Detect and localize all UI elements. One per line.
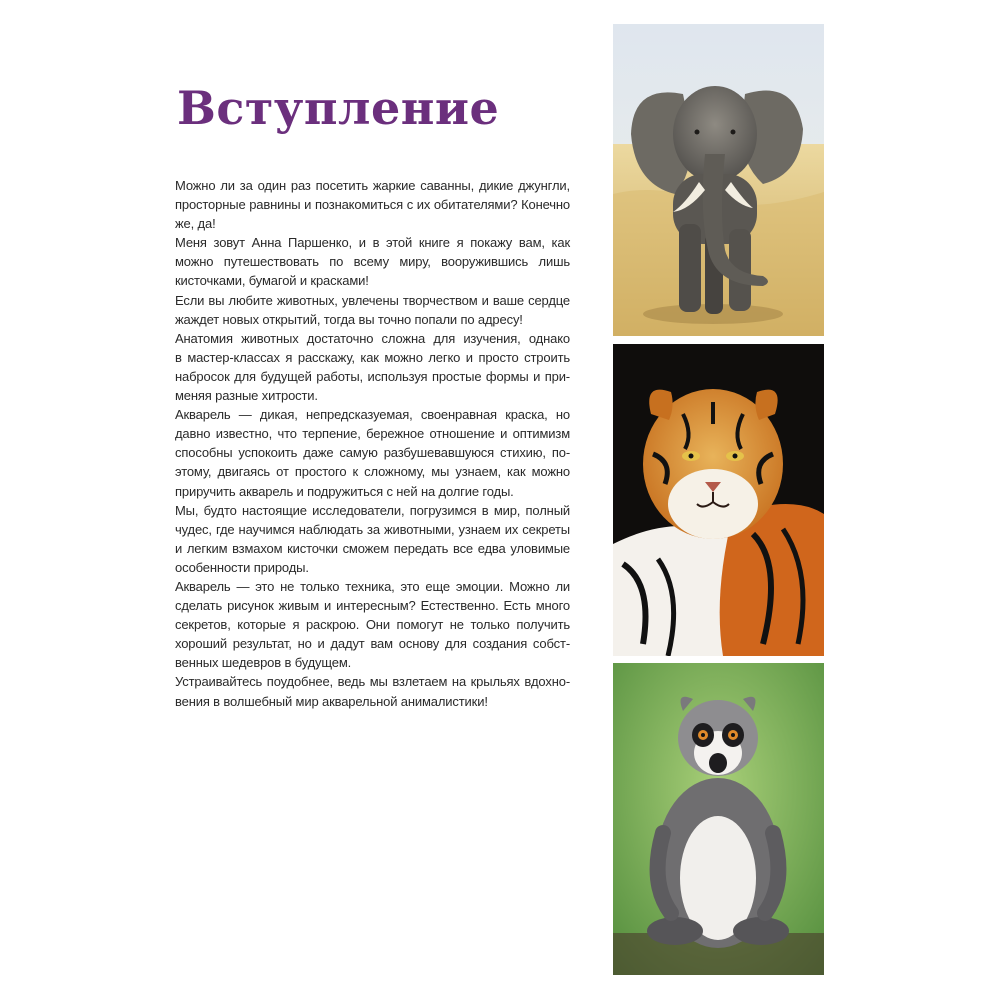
intro-line: чудес, где научимся наблюдать за животными, узнаем их секреты xyxy=(175,521,570,537)
intro-line: можно путешествовать по всему миру, вооружившись лишь xyxy=(175,254,570,270)
intro-text xyxy=(175,176,570,711)
elephant-icon xyxy=(613,24,824,336)
intro-line: же, да! xyxy=(175,216,216,232)
intro-line: этому, двигаясь от простого к сложному, мы узнаем, как можно xyxy=(175,464,570,480)
intro-line: венных шедевров в будущем. xyxy=(175,655,352,671)
intro-line: Акварель — это не только техника, это еще эмоции. Можно ли xyxy=(175,578,570,594)
intro-line: жаждет новых открытий, тогда вы точно попали по адресу! xyxy=(175,311,523,327)
intro-line: приручить акварель и подружиться с ней на долгие годы. xyxy=(175,483,514,499)
lemur-illustration xyxy=(613,663,824,975)
intro-line: Можно ли за один раз посетить жаркие саванны, дикие джунгли, xyxy=(175,178,570,193)
intro-line: Устраивайтесь поудобнее, ведь мы взлетаем на крыльях вдохно- xyxy=(175,674,570,690)
intro-line: и легким взмахом кисточки сможем передать все едва уловимые xyxy=(175,540,570,556)
intro-line: сделать рисунок живым и интересным? Естественно. Есть много xyxy=(175,598,570,614)
intro-line: Меня зовут Анна Паршенко, и в этой книге я покажу вам, как xyxy=(175,235,570,251)
intro-line: Акварель — дикая, непредсказуемая, своенравная краска, но xyxy=(175,407,570,423)
intro-line: способны успокоить даже самую разбушевавшуюся стихию, по- xyxy=(175,445,570,461)
intro-line: Если вы любите животных, увлечены творчеством и ваше сердце xyxy=(175,292,570,308)
intro-line: особенности природы. xyxy=(175,559,309,575)
intro-line: набросок для будущей работы, используя простые формы и при- xyxy=(175,368,570,384)
page-title: Вступление xyxy=(177,81,500,135)
intro-line: просторные равнины и познакомиться с их обитателями? Конечно xyxy=(175,197,570,213)
intro-line: в мастер-классах я расскажу, как можно легко и просто строить xyxy=(175,349,570,365)
intro-line: секретов, которые я раскрою. Они помогут не только получить xyxy=(175,617,570,633)
intro-line: хороший результат, но и дадут вам основу для создания собст- xyxy=(175,636,570,652)
intro-line: кисточками, бумагой и красками! xyxy=(175,273,369,289)
tiger-icon xyxy=(613,344,824,656)
intro-line: Мы, будто настоящие исследователи, погрузимся в мир, полный xyxy=(175,502,570,518)
intro-line: давно известно, что терпение, бережное отношение и оптимизм xyxy=(175,426,570,442)
elephant-illustration xyxy=(613,24,824,336)
lemur-icon xyxy=(613,663,824,975)
intro-line: меняя разные хитрости. xyxy=(175,388,318,404)
tiger-illustration xyxy=(613,344,824,656)
intro-line: вения в волшебный мир акварельной анималистики! xyxy=(175,693,488,709)
intro-line: Анатомия животных достаточно сложна для изучения, однако xyxy=(175,330,570,346)
